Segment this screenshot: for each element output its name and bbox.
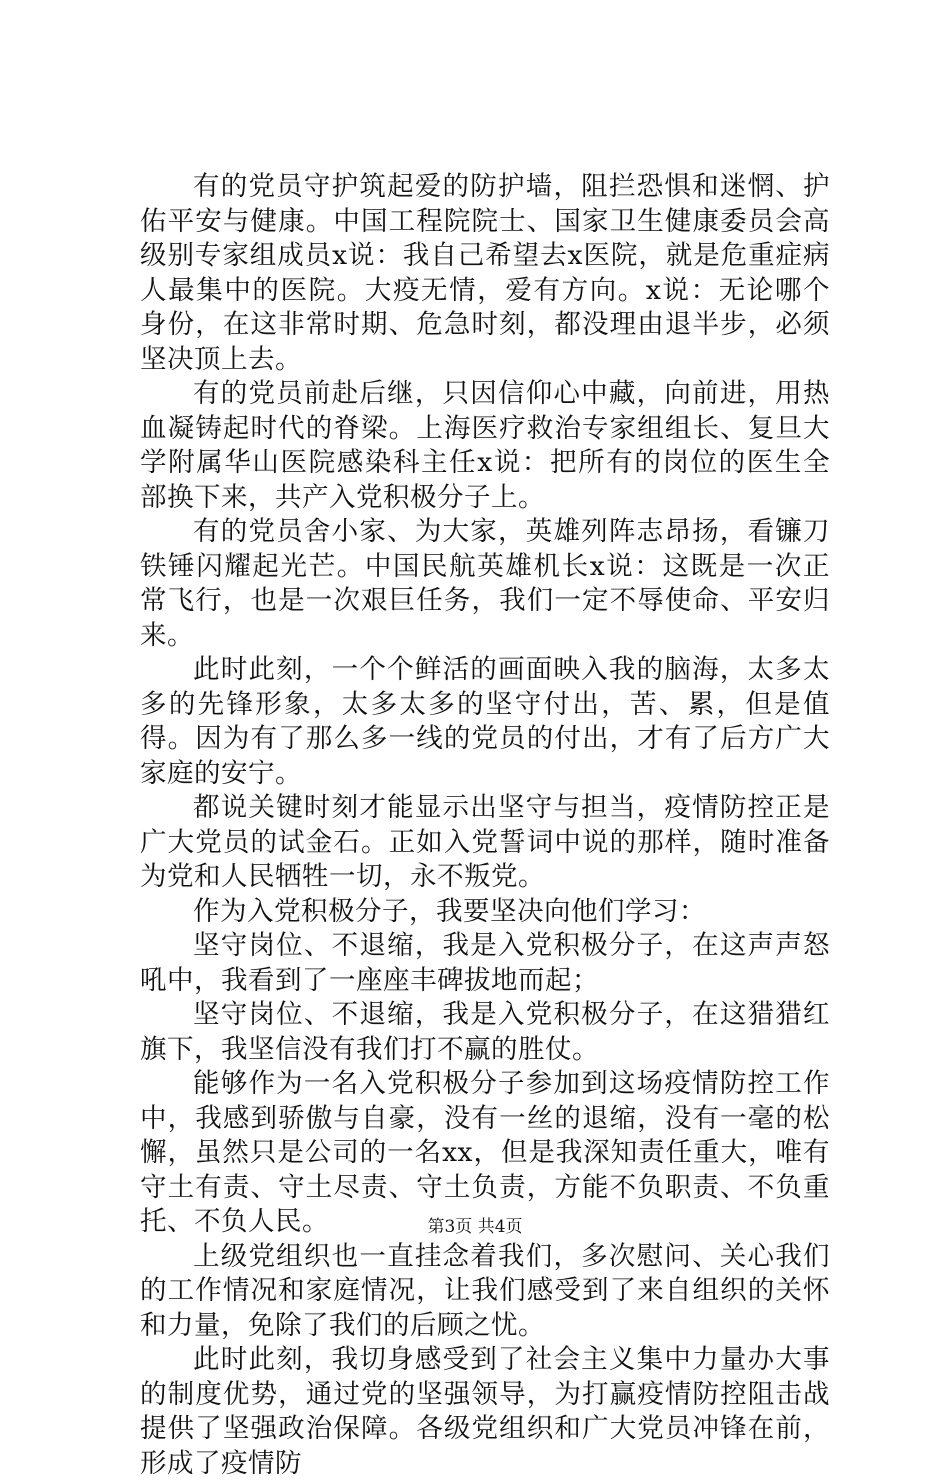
paragraph-2: 有的党员前赴后继，只因信仰心中藏，向前进，用热血凝铸起时代的脊梁。上海医疗救治专家组组长、复旦大学附属华山医院感染科主任x说：把所有的岗位的医生全部换下来，共产入党积极分子上。 — [140, 378, 830, 513]
paragraph-8: 坚守岗位、不退缩，我是入党积极分子，在这猎猎红旗下，我坚信没有我们打不赢的胜仗。 — [140, 999, 830, 1065]
paragraph-9: 能够作为一名入党积极分子参加到这场疫情防控工作中，我感到骄傲与自豪，没有一丝的退缩，没有一毫的松懈，虽然只是公司的一名xx，但是我深知责任重大，唯有守土有责、守土尽责、守土负责，方能不负职责、不负重托、不负人民。 — [140, 1068, 830, 1237]
paragraph-1: 有的党员守护筑起爱的防护墙，阻拦恐惧和迷惘、护佑平安与健康。中国工程院院士、国家卫生健康委员会高级别专家组成员x说：我自己希望去x医院，就是危重症病人最集中的医院。大疫无情，爱有方向。x说：无论哪个身份，在这非常时期、危急时刻，都没理由退半步，必须坚决顶上去。 — [140, 171, 830, 375]
paragraph-6: 作为入党积极分子，我要坚决向他们学习： — [193, 895, 706, 927]
document-body — [140, 170, 830, 1481]
paragraph-5: 都说关键时刻才能显示出坚守与担当，疫情防控正是广大党员的试金石。正如入党誓词中说的那样，随时准备为党和人民牺牲一切，永不叛党。 — [140, 792, 830, 892]
paragraph-4: 此时此刻，一个个鲜活的画面映入我的脑海，太多太多的先锋形象，太多太多的坚守付出，苦、累，但是值得。因为有了那么多一线的党员的付出，才有了后方广大家庭的安宁。 — [140, 654, 830, 789]
paragraph-3: 有的党员舍小家、为大家，英雄列阵志昂扬，看镰刀铁锤闪耀起光芒。中国民航英雄机长x说：这既是一次正常飞行，也是一次艰巨任务，我们一定不辱使命、平安归来。 — [140, 516, 830, 651]
page-number-footer: 第3页 共4页 — [427, 1217, 523, 1237]
paragraph-10: 上级党组织也一直挂念着我们，多次慰问、关心我们的工作情况和家庭情况，让我们感受到了来自组织的关怀和力量，免除了我们的后顾之忧。 — [140, 1240, 830, 1341]
paragraph-7: 坚守岗位、不退缩，我是入党积极分子，在这声声怒吼中，我看到了一座座丰碑拔地而起； — [140, 930, 830, 996]
paragraph-11: 此时此刻，我切身感受到了社会主义集中力量办大事的制度优势，通过党的坚强领导，为打赢疫情防控阻击战提供了坚强政治保障。各级党组织和广大党员冲锋在前，形成了疫情防 — [140, 1344, 830, 1479]
